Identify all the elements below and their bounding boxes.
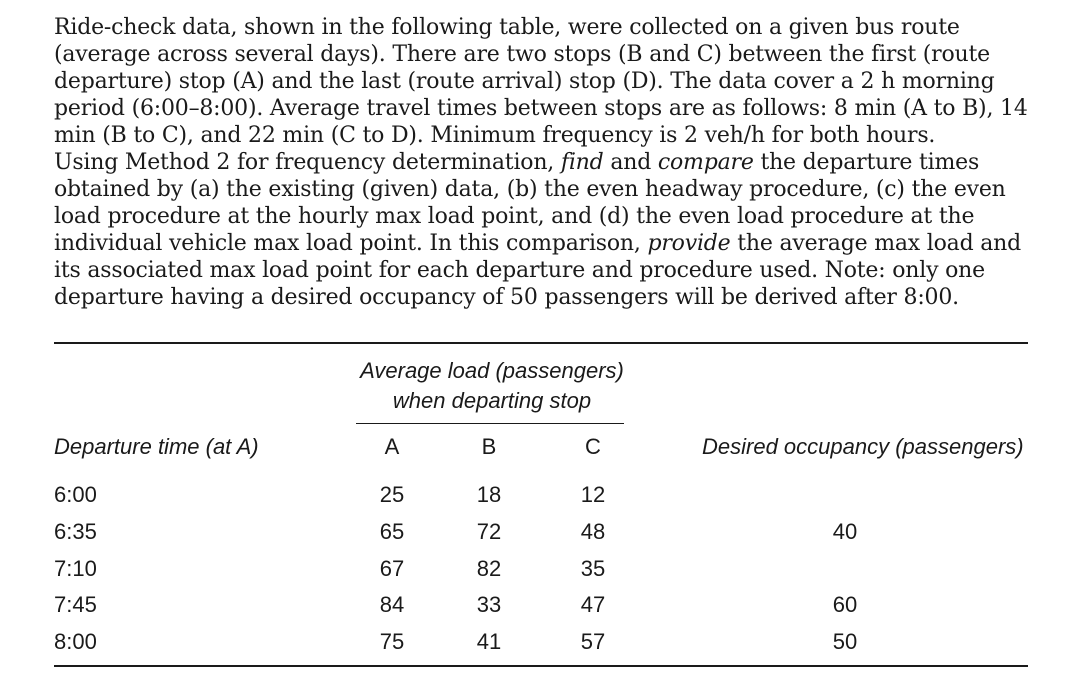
table-cell-load-b: 18 — [476, 482, 502, 507]
table-top-rule — [54, 342, 1028, 344]
problem-paragraph-2 — [54, 149, 1044, 311]
table-cell-load-b: 41 — [476, 629, 502, 654]
table-bottom-rule — [54, 665, 1028, 667]
table-cell-load-c: 47 — [580, 592, 606, 617]
departure-time-header: Departure time (at A) — [54, 434, 259, 459]
table-row-departure-time: 8:00 — [54, 629, 97, 654]
table-cell-load-b: 33 — [476, 592, 502, 617]
stop-c-header: C — [585, 434, 601, 459]
table-cell-load-a: 25 — [379, 482, 405, 507]
table-row-departure-time: 7:10 — [54, 556, 97, 581]
stop-b-header: B — [481, 434, 497, 459]
table-cell-occupancy: 60 — [832, 592, 858, 617]
table-cell-load-c: 57 — [580, 629, 606, 654]
problem-text: the departure times obtained by (a) the existing (given) data, (b) the even headway procedure, (c) the even load procedure at the hourly max load point, and (d) the even load procedure at the individual vehicle max load point. In this comparison, — [54, 150, 1006, 256]
table-row-departure-time: 6:00 — [54, 482, 97, 507]
group-header-underline — [356, 423, 624, 424]
problem-text: the average max load and its associated max load point for each departure and procedure used. Note: only one departure having a desired occupancy of 50 passengers will be derived after 8:00. — [54, 231, 1022, 310]
group-header-line-2: when departing stop — [392, 388, 592, 413]
table-cell-load-a: 75 — [379, 629, 405, 654]
group-header-line-1: Average load (passengers) — [360, 358, 624, 383]
table-cell-load-c: 48 — [580, 519, 606, 544]
problem-emphasis-compare: compare — [657, 150, 754, 175]
problem-paragraph-1: Ride-check data, shown in the following table, were collected on a given bus route (average across several days). There are two stops (B and C) between the first (route departure) stop (A) and the last (route arrival) stop (D). The data cover a 2 h morning period (6:00–8:00). Average travel times between stops are as follows: 8 min (A to B), 14 min (B to C), and 22 min (C to D). Minimum frequency is 2 veh/h for both hours. — [54, 15, 1028, 148]
table-cell-load-c: 12 — [580, 482, 606, 507]
problem-text: Using Method 2 for frequency determination, — [54, 150, 561, 175]
table-cell-load-b: 72 — [476, 519, 502, 544]
table-cell-occupancy: 40 — [832, 519, 858, 544]
table-cell-load-c: 35 — [580, 556, 606, 581]
table-cell-load-a: 65 — [379, 519, 405, 544]
table-cell-load-a: 67 — [379, 556, 405, 581]
problem-emphasis-find: find — [560, 150, 604, 175]
average-load-group-header — [354, 356, 630, 416]
table-row-departure-time: 6:35 — [54, 519, 97, 544]
stop-a-header: A — [384, 434, 400, 459]
table-cell-load-a: 84 — [379, 592, 405, 617]
table-row-departure-time: 7:45 — [54, 592, 97, 617]
problem-statement — [54, 14, 1044, 311]
problem-text: and — [603, 150, 658, 175]
desired-occupancy-header: Desired occupancy (passengers) — [702, 434, 1024, 459]
problem-emphasis-provide: provide — [647, 231, 731, 256]
table-cell-load-b: 82 — [476, 556, 502, 581]
table-cell-occupancy: 50 — [832, 629, 858, 654]
